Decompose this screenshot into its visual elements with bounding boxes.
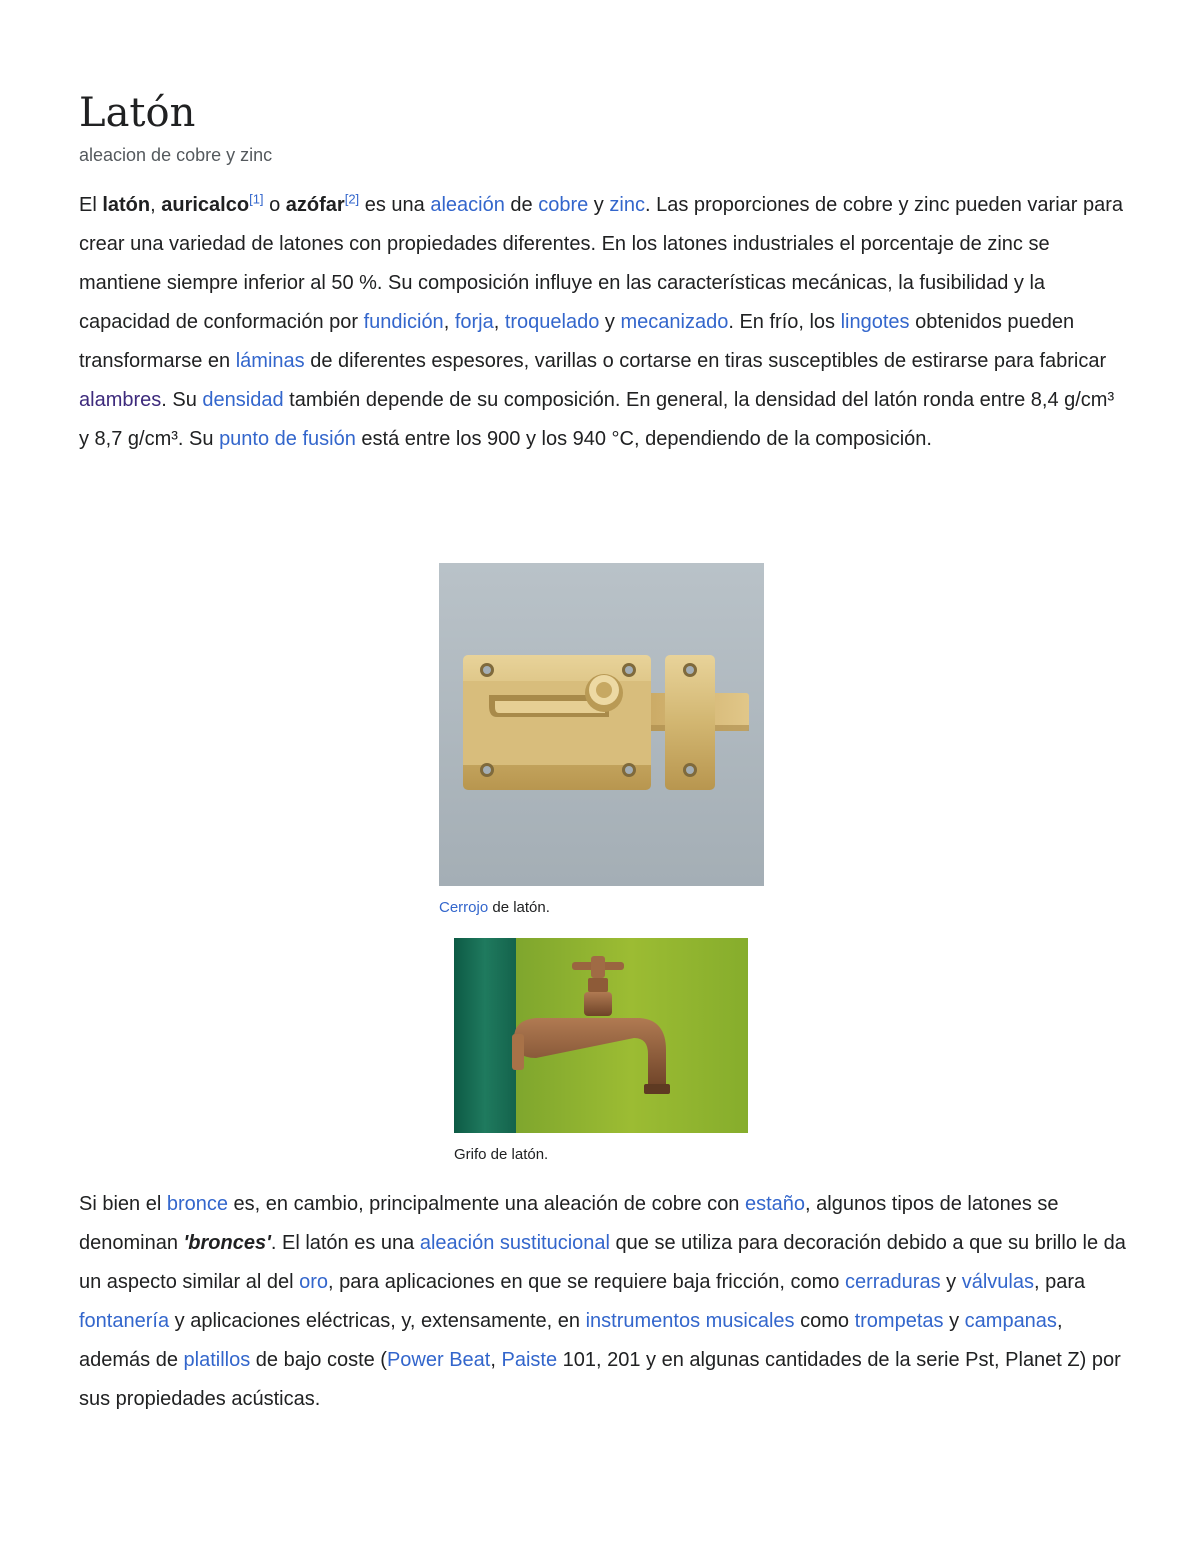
page-title: Latón [79,90,196,136]
text: Si bien el [79,1193,167,1215]
text: obtenidos pueden transformarse en [79,311,1075,372]
link-cerrojo[interactable]: Cerrojo [439,899,489,916]
link-aleacion-sustitucional[interactable]: aleación sustitucional [419,1232,610,1254]
page-subtitle: aleacion de cobre y zinc [79,145,273,165]
link-valvulas[interactable]: válvulas [961,1271,1034,1293]
figure-cerrojo [439,563,764,918]
link-instrumentos-musicales[interactable]: instrumentos musicales [585,1310,795,1332]
text: , además de [79,1310,1063,1371]
reference-1 [249,191,263,206]
link-fundicion[interactable]: fundición [363,311,444,333]
text: y [940,1271,962,1293]
reference-link-2[interactable]: [2] [344,191,360,207]
text: . Las proporciones de cobre y zinc pueden variar para crear una variedad de latones con propiedades diferentes. En los latones industriales el porcentaje de zinc se mantiene siempre inferior al 50 %. Su composición influye en las características mecánicas, la fusibilidad y la capacidad de conformación por [79,194,1124,333]
text: de bajo coste ( [250,1349,387,1371]
figure-caption-cerrojo [439,898,764,918]
link-laminas[interactable]: láminas [235,350,305,372]
reference-link-1[interactable]: [1] [249,191,264,207]
text: y aplicaciones eléctricas, y, extensamente, en [169,1310,586,1332]
text: está entre los 900 y los 940 °C, dependiendo de la composición. [355,428,932,450]
link-forja[interactable]: forja [454,311,494,333]
link-trompetas[interactable]: trompetas [854,1310,944,1332]
brass-latch-image[interactable] [439,563,764,886]
link-fontaneria[interactable]: fontanería [79,1310,170,1332]
link-campanas[interactable]: campanas [964,1310,1057,1332]
text: como [794,1310,855,1332]
text: también depende de su composición. En general, la densidad del latón ronda entre 8,4 g/cm³ y 8,7 g/cm³. Su [79,389,1115,450]
link-troquelado[interactable]: troquelado [504,311,600,333]
text: . Su [161,389,203,411]
text: y [943,1310,965,1332]
text: . En frío, los [728,311,841,333]
text: de diferentes espesores, varillas o cortarse en tiras susceptibles de estirarse para fabricar [304,350,1107,372]
text: que se utiliza para decoración debido a que su brillo le da un aspecto similar al del [79,1232,1126,1293]
bold-term-azofar: azófar [285,194,345,216]
link-cobre[interactable]: cobre [538,194,589,216]
link-platillos[interactable]: platillos [183,1349,251,1371]
link-punto-de-fusion[interactable]: punto de fusión [219,428,356,450]
link-lingotes[interactable]: lingotes [840,311,910,333]
text: , [493,311,505,333]
text: , [443,311,455,333]
link-densidad[interactable]: densidad [202,389,284,411]
link-estano[interactable]: estaño [744,1193,806,1215]
bold-term-auricalco: auricalco [161,194,250,216]
link-oro[interactable]: oro [299,1271,329,1293]
link-zinc[interactable]: zinc [609,194,645,216]
text: , [490,1349,502,1371]
second-paragraph [79,1185,1129,1419]
link-bronce[interactable]: bronce [166,1193,228,1215]
text: y [588,194,610,216]
bold-term-laton: latón [102,194,151,216]
text: y [599,311,621,333]
text: . El latón es una [270,1232,420,1254]
text: , [150,194,162,216]
text: es, en cambio, principalmente una aleación de cobre con [228,1193,745,1215]
text: 101, 201 y en algunas cantidades de la serie Pst, Planet Z) por sus propiedades acústicas. [79,1349,1121,1410]
link-paiste[interactable]: Paiste [501,1349,558,1371]
text: , para aplicaciones en que se requiere baja fricción, como [328,1271,845,1293]
text: es una [359,194,431,216]
figure-grifo [454,938,748,1165]
text: o [263,194,286,216]
link-mecanizado[interactable]: mecanizado [620,311,729,333]
link-aleacion[interactable]: aleación [430,194,505,216]
caption-text: de latón. [488,899,550,916]
text: de [504,194,539,216]
reference-2 [345,191,359,206]
link-power-beat[interactable]: Power Beat [386,1349,491,1371]
link-alambres[interactable]: alambres [79,389,162,411]
link-cerraduras[interactable]: cerraduras [844,1271,941,1293]
intro-paragraph [79,186,1129,459]
quoted-term-bronces: 'bronces' [183,1232,271,1254]
text: , algunos tipos de latones se denominan [79,1193,1059,1254]
text: , para [1033,1271,1086,1293]
brass-faucet-image[interactable] [454,938,748,1133]
text: El [79,194,103,216]
figure-caption-grifo: Grifo de latón. [454,1146,549,1163]
